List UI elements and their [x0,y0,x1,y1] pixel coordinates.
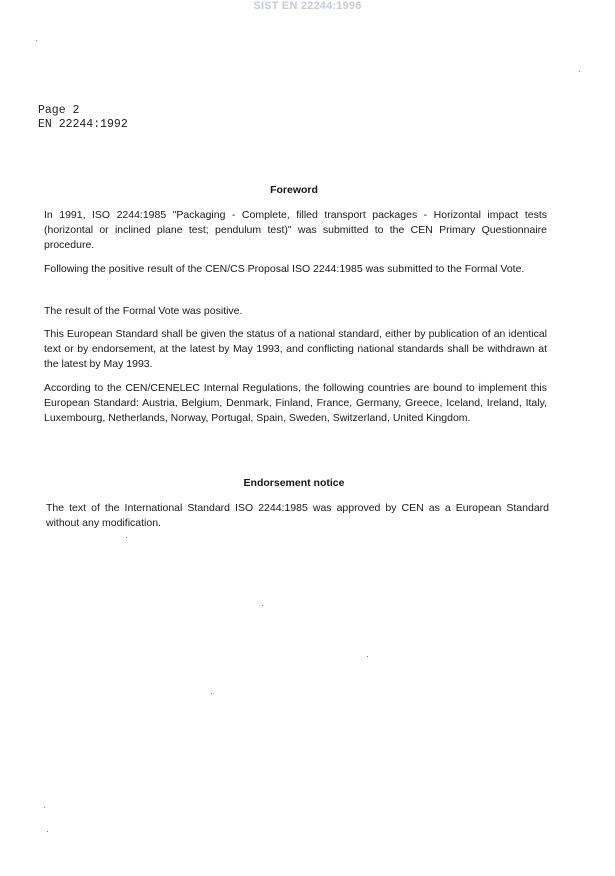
endorsement-heading: Endorsement notice [243,477,345,489]
scan-speck [262,605,263,606]
scan-speck [44,807,45,808]
page-reference [38,104,128,132]
scan-speck [47,831,48,832]
standard-number: EN 22244:1992 [38,118,128,131]
scan-speck [36,40,37,41]
endorsement-paragraph: The text of the International Standard ISO 2244:1985 was approved by CEN as a European Standard without any modification. [46,502,549,529]
page-number: Page 2 [38,104,80,117]
scan-speck [367,656,368,657]
scan-speck [126,537,127,538]
foreword-paragraph-5: According to the CEN/CENELEC Internal Regulations, the following countries are bound to implement this European Standard: Austria, Belgium, Denmark, Finland, France, Germany, Greece, Iceland, Ireland, Italy, Luxembourg, Netherlands, Norway, Portugal, Spain, Sweden, Switzerland, United Kingdom. [44,382,547,424]
scan-speck [579,71,580,72]
foreword-paragraph-2: Following the positive result of the CEN/CS Proposal ISO 2244:1985 was submitted to the Formal Vote. [44,263,525,275]
foreword-paragraph-4: This European Standard shall be given the status of a national standard, either by publication of an identical text or by endorsement, at the latest by May 1993, and conflicting national standards shall be withdrawn at the latest by May 1993. [44,328,547,370]
foreword-heading: Foreword [270,184,318,196]
foreword-paragraph-3: The result of the Formal Vote was positive. [44,305,243,317]
watermark-standard-id: SIST EN 22244:1996 [253,0,362,12]
foreword-paragraph-1: In 1991, ISO 2244:1985 "Packaging - Complete, filled transport packages - Horizontal impact tests (horizontal or inclined plane test; pendulum test)" was submitted to the CEN Primary Questionnaire procedure. [44,209,547,251]
scan-speck [211,693,212,694]
